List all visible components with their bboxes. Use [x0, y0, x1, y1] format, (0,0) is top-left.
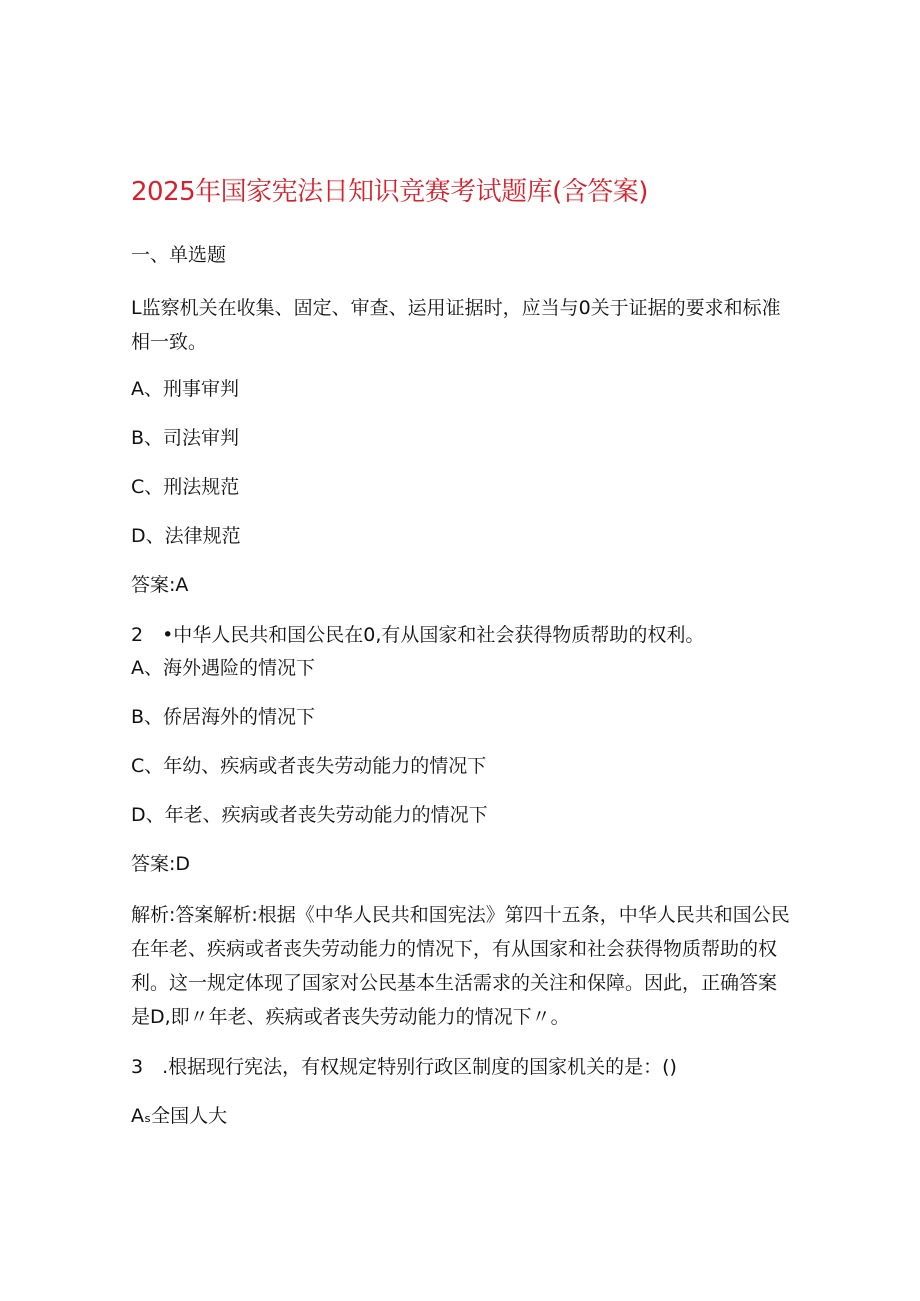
question-1-option-a: A、刑事审判 — [131, 378, 239, 400]
question-3-stem: 3 .根据现行宪法，有权规定特别行政区制度的国家机关的是：() — [131, 1056, 677, 1078]
question-2-option-c: C、年幼、疾病或者丧失劳动能力的情况下 — [131, 755, 487, 777]
question-2-answer: 答案:D — [131, 853, 191, 875]
document-title: 2025年国家宪法日知识竞赛考试题库(含答案) — [131, 177, 648, 207]
question-3-option-a: Aₛ全国人大 — [131, 1105, 228, 1127]
question-2-option-b: B、侨居海外的情况下 — [131, 706, 316, 728]
section-heading: 一、单选题 — [131, 244, 227, 266]
question-1-stem: L监察机关在收集、固定、审查、运用证据时，应当与0关于证据的要求和标准相一致。 — [131, 297, 781, 353]
question-1-option-c: C、刑法规范 — [131, 476, 240, 498]
question-1-option-d: D、法律规范 — [131, 525, 241, 547]
question-1-option-b: B、司法审判 — [131, 427, 240, 449]
question-1-answer: 答案:A — [131, 574, 189, 596]
question-2-option-d: D、年老、疾病或者丧失劳动能力的情况下 — [131, 804, 488, 826]
question-2-stem: 2 •中华人民共和国公民在0,有从国家和社会获得物质帮助的权利。 — [131, 624, 705, 646]
question-2-option-a: A、海外遇险的情况下 — [131, 657, 315, 679]
question-2-explanation: 解析:答案解析:根据《中华人民共和国宪法》第四十五条，中华人民共和国公民在年老、疾病或者丧失劳动能力的情况下，有从国家和社会获得物质帮助的权利。这一规定体现了国家对公民基本生活需求的关注和保障。因此，正确答案是D,即〃年老、疾病或者丧失劳动能力的情况下〃。 — [131, 904, 790, 1028]
